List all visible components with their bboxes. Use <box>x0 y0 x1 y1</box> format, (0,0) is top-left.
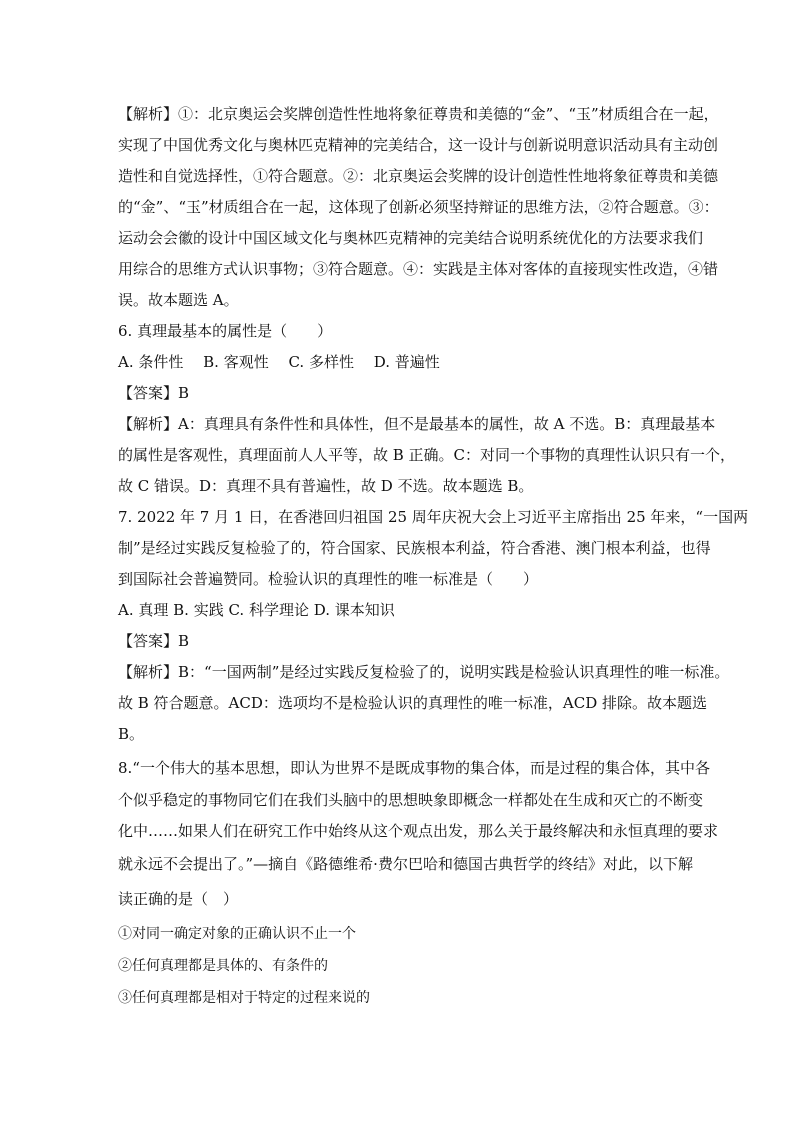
text-line: B。 <box>118 725 145 743</box>
answer-label: 【答案】B <box>118 384 190 402</box>
text-line: 误。故本题选 A。 <box>118 291 239 309</box>
answer-label: 【答案】B <box>118 632 190 650</box>
text-line: 读正确的是（ ） <box>118 890 239 908</box>
text-line: 实现了中国优秀文化与奥林匹克精神的完美结合，这一设计与创新说明意识活动具有主动创 <box>118 136 719 154</box>
text-line: 到国际社会普遍赞同。检验认识的真理性的唯一标准是（ ） <box>118 570 539 588</box>
text-line: 的“金”、“玉”材质组合在一起，这体现了创新必须坚持辩证的思维方法，②符合题意。③： <box>118 198 719 216</box>
text-line: 用综合的思维方式认识事物；③符合题意。④：实践是主体对客体的直接现实性改造，④错 <box>118 260 719 278</box>
question-7-options: A. 真理 B. 实践 C. 科学理论 D. 课本知识 <box>118 601 395 619</box>
text-line: 故 C 错误。D：真理不具有普遍性，故 D 不选。故本题选 B。 <box>118 477 534 495</box>
question-8-stem: 8.“一个伟大的基本思想，即认为世界不是既成事物的集合体，而是过程的集合体，其中各 <box>118 759 710 777</box>
question-6-options: A. 条件性 B. 客观性 C. 多样性 D. 普遍性 <box>118 353 440 371</box>
text-line: 化中……如果人们在研究工作中始终从这个观点出发，那么关于最终解决和永恒真理的要求 <box>118 822 719 840</box>
text-line: 故 B 符合题意。ACD：选项均不是检验认识的真理性的唯一标准，ACD 排除。故本题选 <box>118 694 708 712</box>
text-line: 就永远不会提出了。”—摘自《路德维希·费尔巴哈和德国古典哲学的终结》对此，以下解 <box>118 855 693 873</box>
statement-3: ③任何真理都是相对于特定的过程来说的 <box>118 990 370 1006</box>
text-line: 制”是经过实践反复检验了的，符合国家、民族根本利益，符合香港、澳门根本利益，也得 <box>118 539 711 557</box>
text-line: 的属性是客观性，真理面前人人平等，故 B 正确。C：对同一个事物的真理性认识只有一个， <box>118 446 736 464</box>
text-line: 造性和自觉选择性，①符合题意。②：北京奥运会奖牌的设计创造性性地将象征尊贵和美德 <box>118 167 719 185</box>
text-line: 【解析】B：“一国两制”是经过实践反复检验了的，说明实践是检验认识真理性的唯一标准。 <box>118 663 730 681</box>
question-7-stem: 7. 2022 年 7 月 1 日，在香港回归祖国 25 周年庆祝大会上习近平主席指出 25 年来，“一国两 <box>118 508 749 526</box>
text-line: 【解析】①：北京奥运会奖牌创造性性地将象征尊贵和美德的“金”、“玉”材质组合在一起， <box>118 105 719 123</box>
statement-2: ②任何真理都是具体的、有条件的 <box>118 958 328 974</box>
text-line: 运动会会徽的设计中国区域文化与奥林匹克精神的完美结合说明系统优化的方法要求我们 <box>118 229 704 247</box>
text-line: 【解析】A：真理具有条件性和具体性，但不是最基本的属性，故 A 不选。B：真理最基本 <box>118 415 716 433</box>
statement-1: ①对同一确定对象的正确认识不止一个 <box>118 926 356 942</box>
question-6-stem: 6. 真理最基本的属性是（ ） <box>118 322 333 340</box>
text-line: 个似乎稳定的事物同它们在我们头脑中的思想映象即概念一样都处在生成和灭亡的不断变 <box>118 791 704 809</box>
